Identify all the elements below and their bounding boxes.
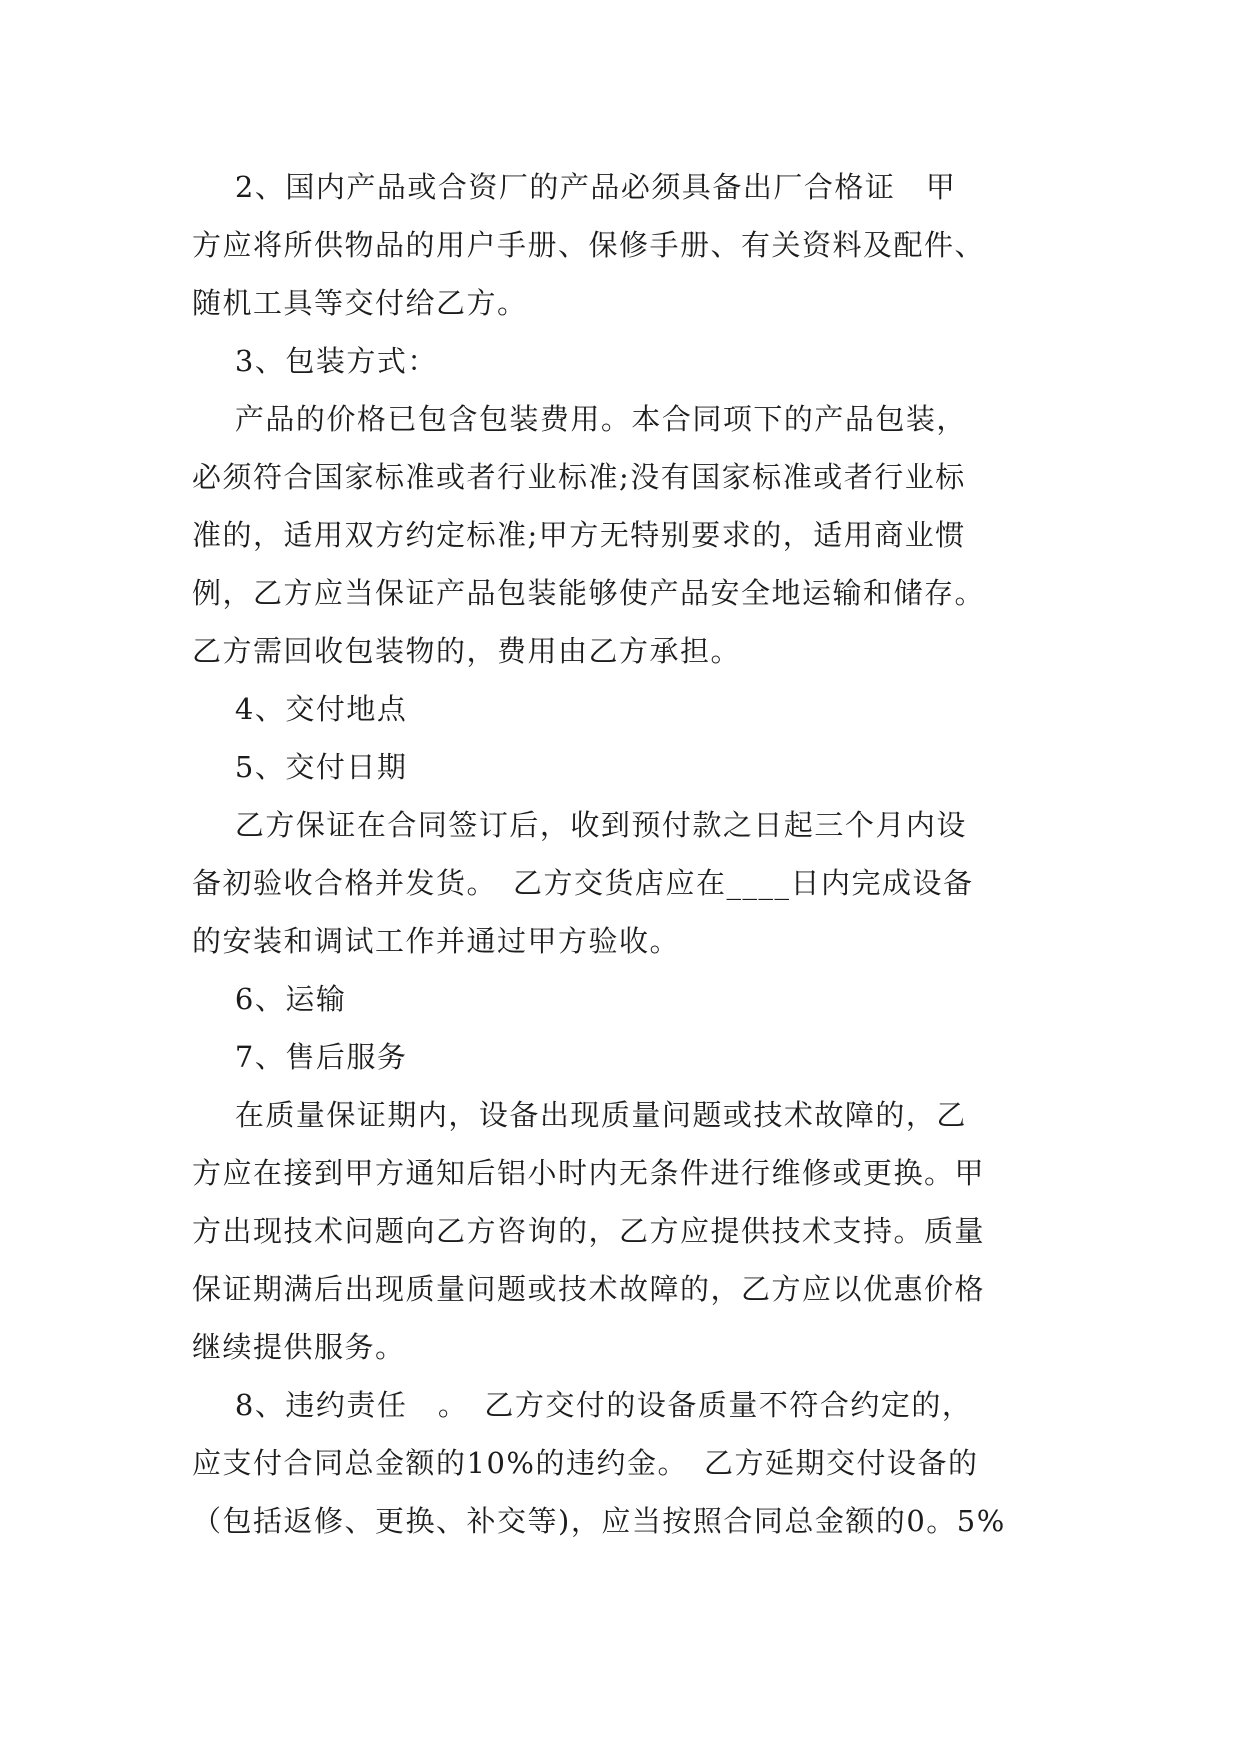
text-line: 应支付合同总金额的10%的违约金。 乙方延期交付设备的 bbox=[192, 1446, 979, 1480]
text-line: 方应将所供物品的用户手册、保修手册、有关资料及配件、 bbox=[192, 228, 986, 262]
text-line: 产品的价格已包含包装费用。本合同项下的产品包装， bbox=[192, 402, 967, 436]
text-line: 6、运输 bbox=[192, 982, 347, 1016]
text-line: 随机工具等交付给乙方。 bbox=[192, 286, 528, 320]
text-line: 方出现技术问题向乙方咨询的，乙方应提供技术支持。质量 bbox=[192, 1214, 986, 1248]
text-line: 乙方需回收包装物的，费用由乙方承担。 bbox=[192, 634, 742, 668]
text-line: 2、国内产品或合资厂的产品必须具备出厂合格证 甲 bbox=[192, 170, 957, 204]
text-line: 必须符合国家标准或者行业标准;没有国家标准或者行业标 bbox=[192, 460, 966, 494]
text-line: 3、包装方式： bbox=[192, 344, 438, 378]
text-line: 8、违约责任 。 乙方交付的设备质量不符合约定的， bbox=[192, 1388, 973, 1422]
text-line: 继续提供服务。 bbox=[192, 1330, 406, 1364]
text-line: 在质量保证期内，设备出现质量问题或技术故障的，乙 bbox=[192, 1098, 967, 1132]
text-line: 方应在接到甲方通知后铝小时内无条件进行维修或更换。甲 bbox=[192, 1156, 986, 1190]
text-line: 5、交付日期 bbox=[192, 750, 408, 784]
text-line: 保证期满后出现质量问题或技术故障的，乙方应以优惠价格 bbox=[192, 1272, 986, 1306]
text-line: 的安装和调试工作并通过甲方验收。 bbox=[192, 924, 681, 958]
text-line: 7、售后服务 bbox=[192, 1040, 408, 1074]
text-line: 4、交付地点 bbox=[192, 692, 408, 726]
text-line: 例，乙方应当保证产品包装能够使产品安全地运输和储存。 bbox=[192, 576, 986, 610]
text-line: 乙方保证在合同签订后，收到预付款之日起三个月内设 bbox=[192, 808, 967, 842]
text-line: （包括返修、更换、补交等)，应当按照合同总金额的0。5% bbox=[192, 1504, 1006, 1538]
text-line: 准的，适用双方约定标准;甲方无特别要求的，适用商业惯 bbox=[192, 518, 966, 552]
text-line: 备初验收合格并发货。 乙方交货店应在____日内完成设备 bbox=[192, 866, 974, 900]
document-body bbox=[192, 158, 1072, 1550]
